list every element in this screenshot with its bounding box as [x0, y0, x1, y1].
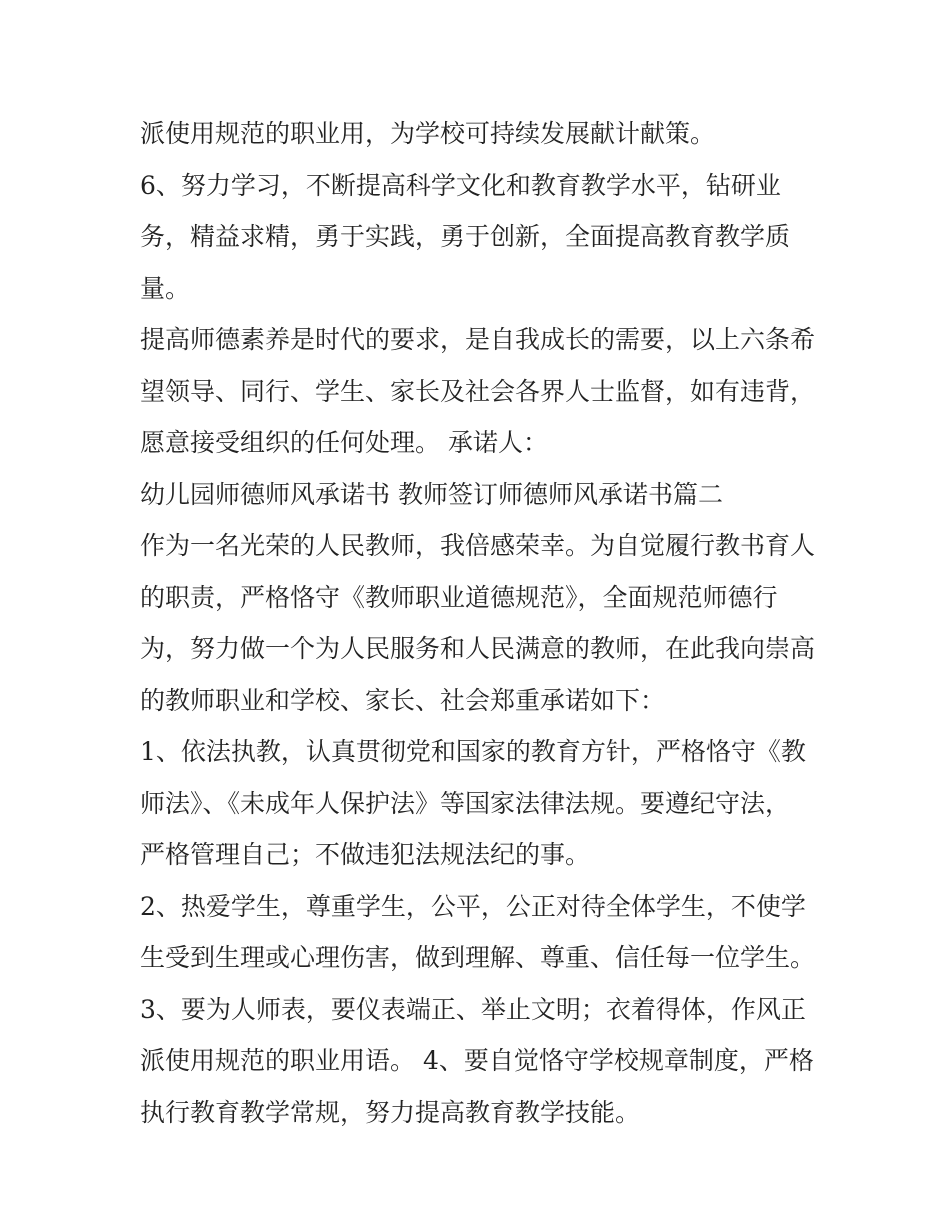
text-line: 望领导、同行、学生、家长及社会各界人士监督，如有违背，: [140, 376, 816, 406]
text-line: 6、努力学习，不断提高科学文化和教育教学水平，钻研业: [140, 170, 781, 200]
text-line: 作为一名光荣的人民教师，我倍感荣幸。为自觉履行教书育人: [140, 531, 816, 560]
text-line: 执行教育教学常规，努力提高教育教学技能。: [140, 1097, 641, 1127]
text-line: 严格管理自己；不做违犯法规法纪的事。: [140, 840, 591, 869]
text-line: 2、热爱学生，尊重学生，公平，公正对待全体学生，不使学: [140, 891, 806, 921]
text-line: 提高师德素养是时代的要求，是自我成长的需要，以上六条希: [140, 325, 816, 354]
text-line: 为，努力做一个为人民服务和人民满意的教师，在此我向崇高: [140, 634, 816, 663]
text-line: 派使用规范的职业用语。 4、要自觉恪守学校规章制度，严格: [140, 1046, 814, 1075]
text-line: 派使用规范的职业用，为学校可持续发展献计献策。: [140, 119, 716, 148]
text-line: 务，精益求精，勇于实践，勇于创新，全面提高教育教学质: [140, 222, 791, 251]
section-heading: 幼儿园师德师风承诺书 教师签订师德师风承诺书篇二: [140, 479, 723, 509]
text-line: 1、依法执教，认真贯彻党和国家的教育方针，严格恪守《教: [140, 737, 806, 766]
document-body: [140, 108, 820, 1138]
text-line: 量。: [140, 273, 191, 303]
text-line: 的教师职业和学校、家长、社会郑重承诺如下：: [140, 685, 666, 715]
text-line: 3、要为人师表，要仪表端正、举止文明；衣着得体，作风正: [140, 994, 806, 1024]
text-line: 生受到生理或心理伤害，做到理解、尊重、信任每一位学生。: [140, 943, 816, 972]
text-line: 的职责，严格恪守《教师职业道德规范》，全面规范师德行: [140, 582, 778, 612]
text-line: 愿意接受组织的任何处理。 承诺人：: [140, 428, 548, 457]
text-line: 师法》、《未成年人保护法》等国家法律法规。要遵纪守法，: [140, 788, 791, 818]
